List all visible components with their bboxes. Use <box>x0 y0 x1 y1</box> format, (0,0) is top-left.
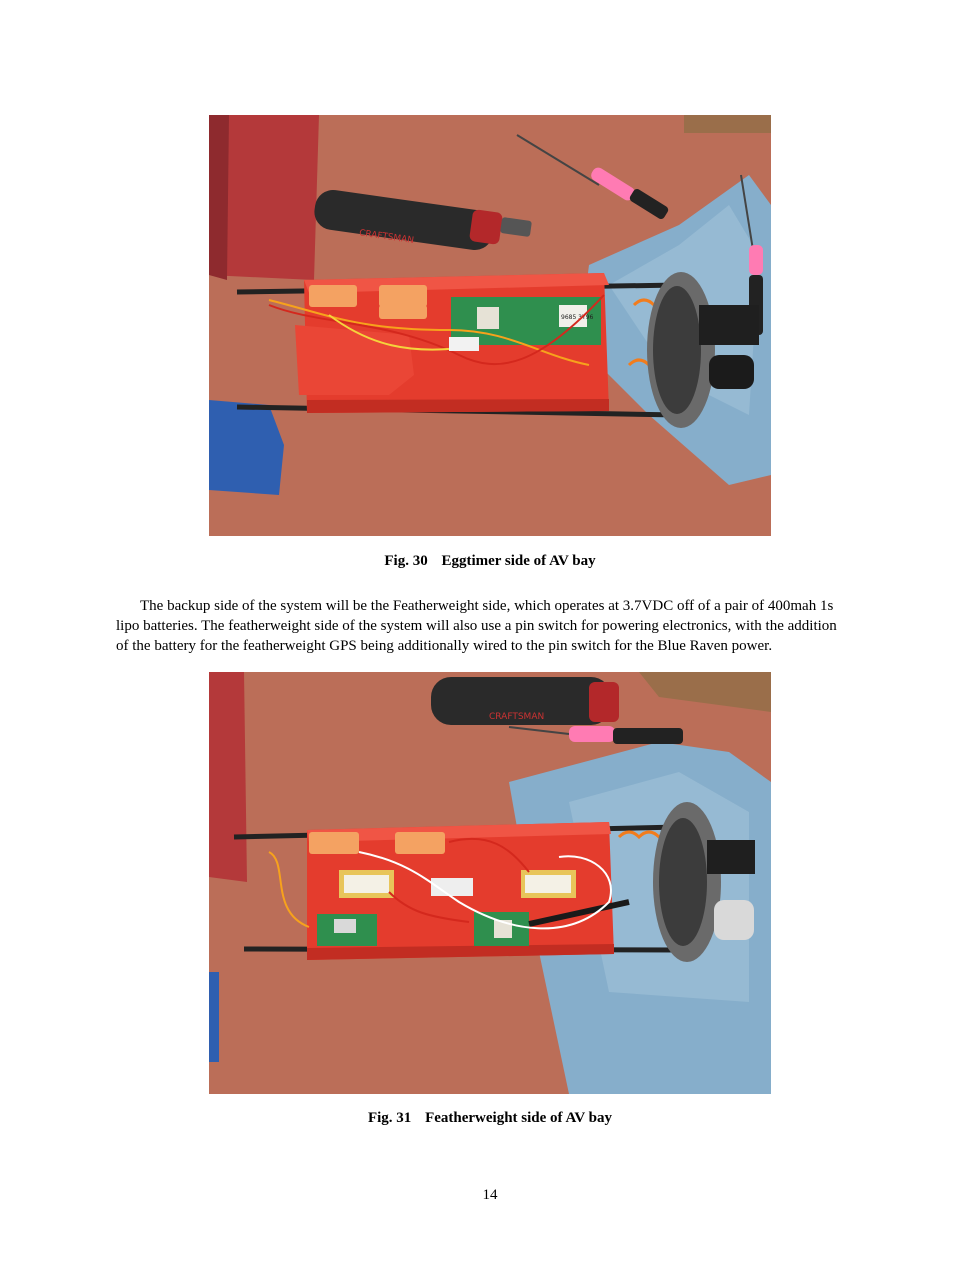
eggtimer-av-bay-image <box>209 115 771 536</box>
drill-brand-label: CRAFTSMAN <box>358 228 415 247</box>
figure-31-photo <box>209 672 771 1094</box>
page-number: 14 <box>482 1187 498 1203</box>
paragraph-line: of the battery for the featherweight GPS being additionally wired to the pin switch for the Blue Raven power. <box>116 638 773 654</box>
paragraph-line: lipo batteries. The featherweight side of the system will also use a pin switch for powering electronics, with the addition <box>116 618 837 634</box>
figure-30-photo <box>209 115 771 536</box>
figure-caption-text: Eggtimer side of AV bay <box>441 553 596 569</box>
figure-number: Fig. 31 <box>367 1110 412 1126</box>
figure-caption-text: Featherweight side of AV bay <box>425 1110 613 1126</box>
figure-number: Fig. 30 <box>384 553 428 569</box>
body-paragraph <box>116 596 866 656</box>
figure-30-caption <box>0 553 980 570</box>
tracker-label: 9685 3Y96 <box>561 314 594 321</box>
featherweight-av-bay-image <box>209 672 771 1094</box>
figure-31-caption <box>0 1110 980 1127</box>
paragraph-line: The backup side of the system will be the Featherweight side, which operates at 3.7VDC off of a pair of 400mah 1s <box>140 598 834 614</box>
drill-brand-label: CRAFTSMAN <box>489 712 545 722</box>
